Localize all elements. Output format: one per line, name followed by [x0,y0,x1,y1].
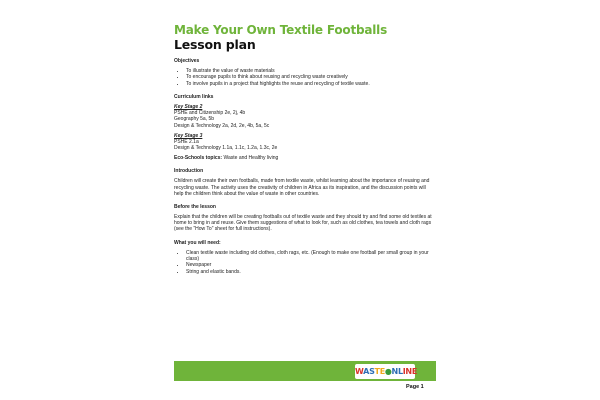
curriculum-heading: Curriculum links [174,94,214,101]
ks2-line: Geography 5a, 5b [174,116,215,123]
key-stage-3-label: Key Stage 3 [174,132,203,139]
lesson-content [174,24,436,275]
before-lesson-text: Explain that the children will be creating footballs out of textile waste and they should try and find some old textiles at home to bring in and reuse. Give them suggestions of what to look for, such as old clothes, tea towels and cloth rags (see the “How To” sheet for full instructions). [174,214,432,233]
material-item: • Clean textile waste including old clothes, cloth rags, etc. (Enough to make one football per small group in your class) [186,250,436,263]
objectives-list [174,68,436,87]
materials-list [174,250,436,276]
document-title: Make Your Own Textile Footballs [174,23,388,37]
objective-item: • To encourage pupils to think about reusing and recycling waste creatively [186,74,436,80]
before-lesson-heading: Before the lesson [174,204,216,211]
ks3-line: PSHE 2.1a [174,138,199,145]
eco-schools-value: Waste and Healthy living [223,155,279,162]
waste-online-logo: WASTE●NLINE [355,364,415,379]
objectives-heading: Objectives [174,58,200,64]
ks2-line: Design & Technology 2a, 2d, 2e, 4b, 5a, 5c [174,122,270,129]
material-item: • Newspaper [186,262,436,268]
objective-item: • To involve pupils in a project that highlights the reuse and recycling of textile waste. [186,81,436,87]
document-subtitle: Lesson plan [174,37,256,52]
objective-item: • To illustrate the value of waste materials [186,68,436,74]
materials-heading: What you will need: [174,239,221,246]
eco-schools-label: Eco-Schools topics: [174,155,223,162]
key-stage-2-label: Key Stage 2 [174,104,203,111]
introduction-text: Children will create their own footballs, made from textile waste, whilst learning about the importance of reusing and recycling waste. The activity uses the creativity of children in Africa as its inspiration, and the discussion points will help the children think about the value of waste in other countries. [174,178,430,197]
page-number: Page 1 [406,384,424,390]
ks3-line: Design & Technology 1.1a, 1.1c, 1.2a, 1.3c, 2e [174,145,278,152]
introduction-heading: Introduction [174,168,204,175]
ks2-line: PSHE and Citizenship 2e, 2j, 4b [174,110,246,117]
material-item: • String and elastic bands. [186,269,436,275]
